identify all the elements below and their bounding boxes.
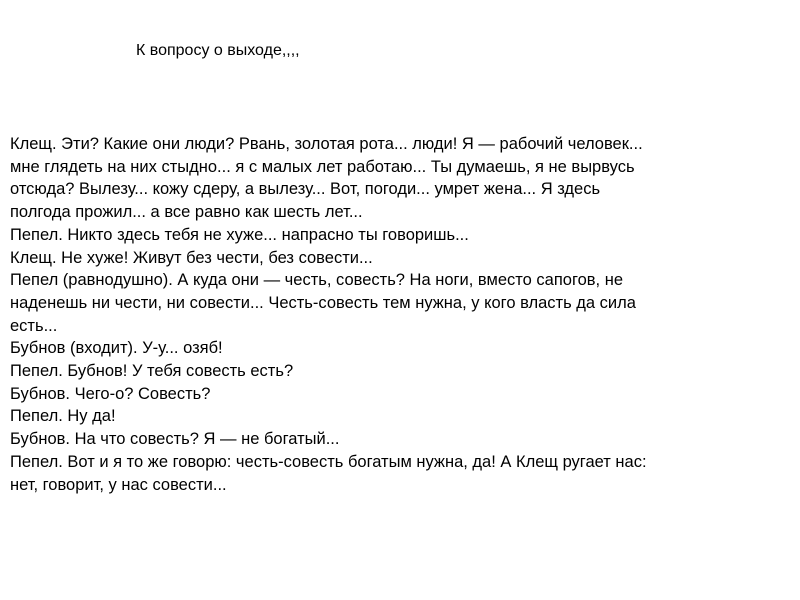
- dialogue-line: Пепел (равнодушно). А куда они — честь, совесть? На ноги, вместо сапогов, не: [10, 271, 623, 290]
- slide-title: К вопросу о выходе,,,,: [136, 42, 300, 59]
- dialogue-line: Пепел. Бубнов! У тебя совесть есть?: [10, 362, 294, 381]
- dialogue-line: Пепел. Никто здесь тебя не хуже... напрасно ты говоришь...: [10, 225, 469, 244]
- dialogue-line: Клещ. Эти? Какие они люди? Рвань, золотая рота... люди! Я — рабочий человек...: [10, 135, 643, 153]
- dialogue-line: нет, говорит, у нас совести...: [10, 475, 227, 494]
- dialogue-line: полгода прожил... а все равно как шесть лет...: [10, 203, 363, 222]
- dialogue-line: Бубнов (входит). У-у... озяб!: [10, 339, 223, 358]
- dialogue-line: Бубнов. На что совесть? Я — не богатый...: [10, 430, 340, 449]
- dialogue-text: [10, 133, 795, 496]
- dialogue-line: Пепел. Ну да!: [10, 407, 116, 426]
- dialogue-line: наденешь ни чести, ни совести... Честь-совесть тем нужна, у кого власть да сила: [10, 293, 636, 312]
- dialogue-line: есть...: [10, 316, 58, 335]
- dialogue-line: Пепел. Вот и я то же говорю: честь-совесть богатым нужна, да! А Клещ ругает нас:: [10, 452, 647, 471]
- dialogue-line: Клещ. Не хуже! Живут без чести, без совести...: [10, 248, 373, 267]
- dialogue-line: Бубнов. Чего-о? Совесть?: [10, 384, 211, 403]
- dialogue-line: мне глядеть на них стыдно... я с малых лет работаю... Ты думаешь, я не вырвусь: [10, 157, 635, 176]
- dialogue-line: отсюда? Вылезу... кожу сдеру, а вылезу... Вот, погоди... умрет жена... Я здесь: [10, 180, 601, 199]
